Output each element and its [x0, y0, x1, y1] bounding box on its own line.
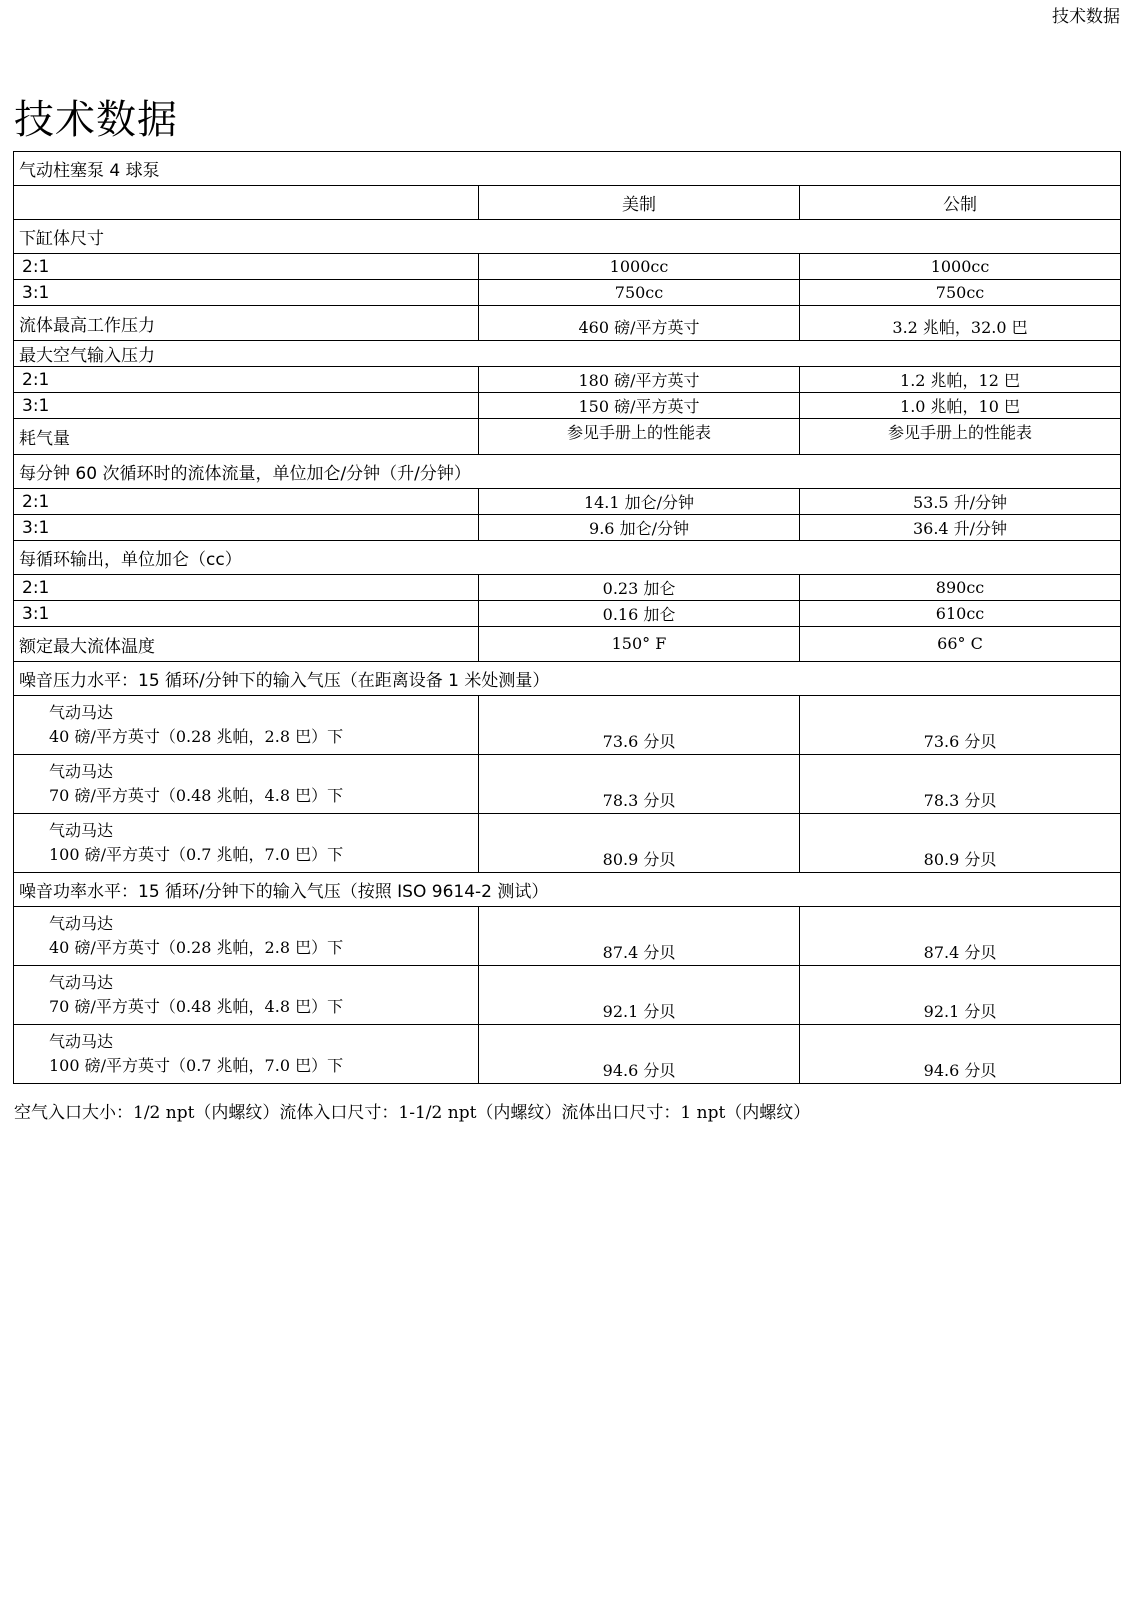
value-metric: 80.9 分贝 [800, 814, 1121, 873]
condition-label: 气动马达 70 磅/平方英寸（0.48 兆帕，4.8 巴）下 [14, 755, 479, 814]
value-metric: 94.6 分贝 [800, 1025, 1121, 1084]
value-metric: 890cc [800, 575, 1121, 601]
table-row [14, 489, 1121, 515]
value-us: 460 磅/平方英寸 [479, 306, 800, 341]
value-us: 0.23 加仑 [479, 575, 800, 601]
ratio-label: 2:1 [14, 575, 479, 601]
section-label: 每循环输出，单位加仑（cc） [14, 541, 1121, 575]
table-header-row [14, 186, 1121, 220]
value-us: 73.6 分贝 [479, 696, 800, 755]
running-header: 技术数据 [1052, 7, 1120, 27]
section-row [14, 220, 1121, 254]
table-row [14, 966, 1121, 1025]
section-row [14, 662, 1121, 696]
ratio-label: 2:1 [14, 489, 479, 515]
technical-data-table [13, 151, 1121, 1084]
section-label: 噪音功率水平：15 循环/分钟下的输入气压（按照 ISO 9614-2 测试） [14, 873, 1121, 907]
port-sizes-note: 空气入口大小：1/2 npt（内螺纹）流体入口尺寸：1-1/2 npt（内螺纹）流体出口尺寸：1 npt（内螺纹） [14, 1103, 811, 1123]
table-row [14, 367, 1121, 393]
value-metric: 78.3 分贝 [800, 755, 1121, 814]
section-label: 每分钟 60 次循环时的流体流量，单位加仑/分钟（升/分钟） [14, 455, 1121, 489]
value-us: 150 磅/平方英寸 [479, 393, 800, 419]
value-us: 14.1 加仑/分钟 [479, 489, 800, 515]
blank-header-cell [14, 186, 479, 220]
ratio-label: 2:1 [14, 254, 479, 280]
section-row [14, 341, 1121, 367]
value-metric: 1.2 兆帕，12 巴 [800, 367, 1121, 393]
value-metric: 92.1 分贝 [800, 966, 1121, 1025]
condition-label: 气动马达 70 磅/平方英寸（0.48 兆帕，4.8 巴）下 [14, 966, 479, 1025]
value-us: 94.6 分贝 [479, 1025, 800, 1084]
table-row [14, 393, 1121, 419]
table-row [14, 814, 1121, 873]
value-us: 0.16 加仑 [479, 601, 800, 627]
value-metric: 1000cc [800, 254, 1121, 280]
section-label: 噪音压力水平：15 循环/分钟下的输入气压（在距离设备 1 米处测量） [14, 662, 1121, 696]
table-row [14, 152, 1121, 186]
value-us: 9.6 加仑/分钟 [479, 515, 800, 541]
table-row [14, 280, 1121, 306]
pump-name: 气动柱塞泵 4 球泵 [14, 152, 1121, 186]
section-row [14, 455, 1121, 489]
value-metric: 66° C [800, 627, 1121, 662]
value-us: 1000cc [479, 254, 800, 280]
value-metric: 610cc [800, 601, 1121, 627]
condition-label: 气动马达 40 磅/平方英寸（0.28 兆帕，2.8 巴）下 [14, 907, 479, 966]
table-row [14, 419, 1121, 455]
table-row [14, 254, 1121, 280]
table-row [14, 515, 1121, 541]
col-header-us: 美制 [479, 186, 800, 220]
row-label: 耗气量 [14, 419, 479, 455]
value-metric: 1.0 兆帕，10 巴 [800, 393, 1121, 419]
value-metric: 参见手册上的性能表 [800, 419, 1121, 455]
value-metric: 3.2 兆帕，32.0 巴 [800, 306, 1121, 341]
table-row [14, 1025, 1121, 1084]
table-row [14, 696, 1121, 755]
row-label: 额定最大流体温度 [14, 627, 479, 662]
value-us: 87.4 分贝 [479, 907, 800, 966]
condition-label: 气动马达 100 磅/平方英寸（0.7 兆帕，7.0 巴）下 [14, 814, 479, 873]
section-row [14, 541, 1121, 575]
section-label: 下缸体尺寸 [14, 220, 1121, 254]
table-row [14, 575, 1121, 601]
table-row [14, 907, 1121, 966]
section-label: 最大空气输入压力 [14, 341, 1121, 367]
value-us: 92.1 分贝 [479, 966, 800, 1025]
table-row [14, 601, 1121, 627]
ratio-label: 2:1 [14, 367, 479, 393]
value-us: 78.3 分贝 [479, 755, 800, 814]
row-label: 流体最高工作压力 [14, 306, 479, 341]
value-metric: 73.6 分贝 [800, 696, 1121, 755]
col-header-metric: 公制 [800, 186, 1121, 220]
table-row [14, 755, 1121, 814]
value-metric: 87.4 分贝 [800, 907, 1121, 966]
table-row [14, 627, 1121, 662]
ratio-label: 3:1 [14, 515, 479, 541]
value-us: 180 磅/平方英寸 [479, 367, 800, 393]
value-metric: 750cc [800, 280, 1121, 306]
condition-label: 气动马达 40 磅/平方英寸（0.28 兆帕，2.8 巴）下 [14, 696, 479, 755]
value-metric: 53.5 升/分钟 [800, 489, 1121, 515]
value-us: 750cc [479, 280, 800, 306]
page-title: 技术数据 [14, 97, 178, 143]
condition-label: 气动马达 100 磅/平方英寸（0.7 兆帕，7.0 巴）下 [14, 1025, 479, 1084]
value-us: 80.9 分贝 [479, 814, 800, 873]
value-us: 参见手册上的性能表 [479, 419, 800, 455]
ratio-label: 3:1 [14, 601, 479, 627]
ratio-label: 3:1 [14, 393, 479, 419]
value-metric: 36.4 升/分钟 [800, 515, 1121, 541]
value-us: 150° F [479, 627, 800, 662]
table-row [14, 306, 1121, 341]
section-row [14, 873, 1121, 907]
ratio-label: 3:1 [14, 280, 479, 306]
